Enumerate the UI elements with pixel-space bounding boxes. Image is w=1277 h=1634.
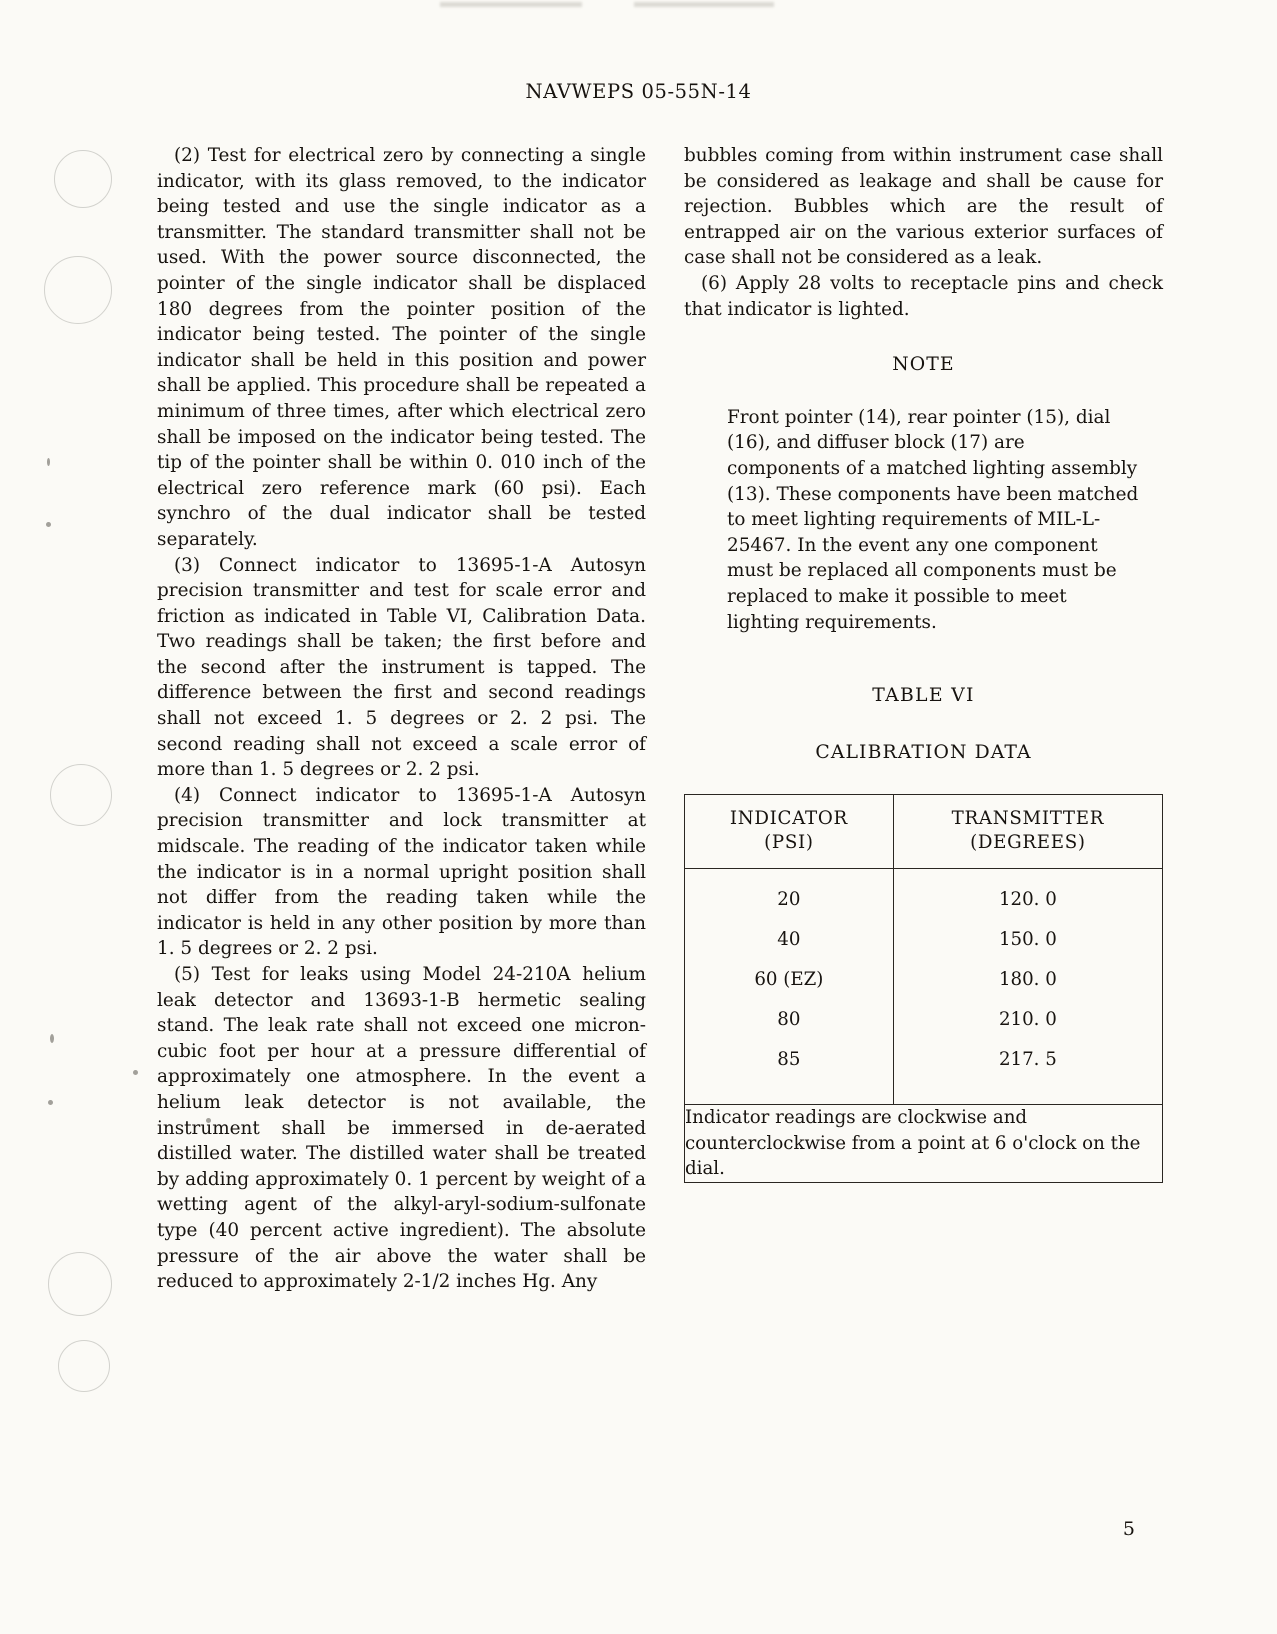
right-text-column — [684, 143, 1163, 1183]
table-footnote-row — [685, 1105, 1163, 1182]
column-header-indicator-line1: INDICATOR — [729, 808, 848, 830]
page-number: 5 — [1122, 1518, 1135, 1540]
cell-indicator: 80 — [685, 1000, 894, 1040]
binder-hole-mark — [54, 150, 112, 208]
cell-indicator: 85 — [685, 1040, 894, 1105]
scan-artifact-speck — [50, 1034, 54, 1043]
paragraph-step-3: (3) Connect indicator to 13695-1-A Autosyn precision transmitter and test for scale error and friction as indicated in Table VI, Calibration Data. Two readings shall be taken; the first before and the second after the instrument is tapped. The difference between the first and second readings shall not exceed 1. 5 degrees or 2. 2 psi. The second reading shall not exceed a scale error of more than 1. 5 degrees or 2. 2 psi. — [157, 554, 646, 781]
cell-indicator: 40 — [685, 920, 894, 960]
table-header-row — [685, 795, 1163, 869]
scan-artifact-speck — [47, 458, 50, 466]
table-footer — [685, 1105, 1163, 1182]
binder-hole-mark — [58, 1340, 110, 1392]
table-row — [685, 869, 1163, 921]
column-header-transmitter — [893, 795, 1162, 869]
note-body: Front pointer (14), rear pointer (15), dial (16), and diffuser block (17) are components of a matched lighting assembly (13). These components have been matched to meet lighting requirements of MIL-L-25467. In the event any one component must be replaced all components must be replaced to make it possible to meet lighting requirements. — [727, 406, 1139, 633]
column-header-indicator-line2: (PSI) — [764, 832, 814, 854]
cell-indicator: 20 — [685, 869, 894, 921]
table-row — [685, 1040, 1163, 1105]
table-row — [685, 960, 1163, 1000]
paragraph-step-5: (5) Test for leaks using Model 24-210A helium leak detector and 13693-1-B hermetic sealing stand. The leak rate shall not exceed one micron-cubic foot per hour at a pressure differential of approximately one atmosphere. In the event a helium leak detector is not available, the instrument shall be immersed in de-aerated distilled water. The distilled water shall be treated by adding approximately 0. 1 percent by weight of a wetting agent of the alkyl-aryl-sodium-sulfonate type (40 percent active ingredient). The absolute pressure of the air above the water shall be reduced to approximately 2-1/2 inches Hg. Any — [157, 964, 646, 1293]
column-header-transmitter-line1: TRANSMITTER — [951, 808, 1105, 830]
paragraph-step-2: (2) Test for electrical zero by connecting a single indicator, with its glass removed, to the indicator being tested and use the single indicator as a transmitter. The standard transmitter shall not be used. With the power source disconnected, the pointer of the single indicator shall be displaced 180 degrees from the pointer position of the indicator being tested. The pointer of the single indicator shall be held in this position and power shall be applied. This procedure shall be repeated a minimum of three times, after which electrical zero shall be imposed on the indicator being tested. The tip of the pointer shall be within 0. 010 inch of the electrical zero reference mark (60 psi). Each synchro of the dual indicator shall be tested separately. — [157, 145, 646, 550]
document-header: NAVWEPS 05-55N-14 — [525, 80, 752, 103]
cell-transmitter: 217. 5 — [998, 1049, 1057, 1071]
scan-artifact-smudge — [440, 2, 582, 7]
cell-transmitter: 180. 0 — [998, 969, 1057, 991]
scan-artifact-speck — [133, 1070, 138, 1075]
table-header — [685, 795, 1163, 869]
scan-artifact-speck — [46, 522, 51, 527]
scan-artifact-speck — [48, 1100, 53, 1105]
paragraph-step-6: (6) Apply 28 volts to receptacle pins and check that indicator is lighted. — [684, 272, 1163, 320]
table-title-caption: CALIBRATION DATA — [815, 741, 1032, 763]
left-text-column — [157, 143, 646, 1295]
binder-hole-mark — [48, 1252, 112, 1316]
cell-transmitter: 120. 0 — [998, 889, 1057, 911]
table-row — [685, 920, 1163, 960]
cell-transmitter: 210. 0 — [998, 1009, 1057, 1031]
note-heading: NOTE — [892, 354, 955, 376]
calibration-data-table — [684, 794, 1163, 1182]
table-footnote: Indicator readings are clockwise and counterclockwise from a point at 6 o'clock on the dial. — [685, 1105, 1163, 1182]
table-row — [685, 1000, 1163, 1040]
column-header-indicator — [685, 795, 894, 869]
binder-hole-mark — [44, 256, 112, 324]
table-number-caption: TABLE VI — [872, 685, 975, 707]
table-body — [685, 869, 1163, 1105]
scan-artifact-smudge — [634, 2, 774, 7]
cell-transmitter: 150. 0 — [998, 929, 1057, 951]
column-header-transmitter-line2: (DEGREES) — [970, 832, 1086, 854]
cell-indicator: 60 (EZ) — [685, 960, 894, 1000]
paragraph-leak-continuation: bubbles coming from within instrument case shall be considered as leakage and shall be cause for rejection. Bubbles which are the result of entrapped air on the various exterior surfaces of case shall not be considered as a leak. — [684, 145, 1163, 269]
binder-hole-mark — [50, 764, 112, 826]
paragraph-step-4: (4) Connect indicator to 13695-1-A Autosyn precision transmitter and lock transmitter at midscale. The reading of the indicator taken while the indicator is in a normal upright position shall not differ from the reading taken while the indicator is held in any other position by more than 1. 5 degrees or 2. 2 psi. — [157, 784, 646, 960]
